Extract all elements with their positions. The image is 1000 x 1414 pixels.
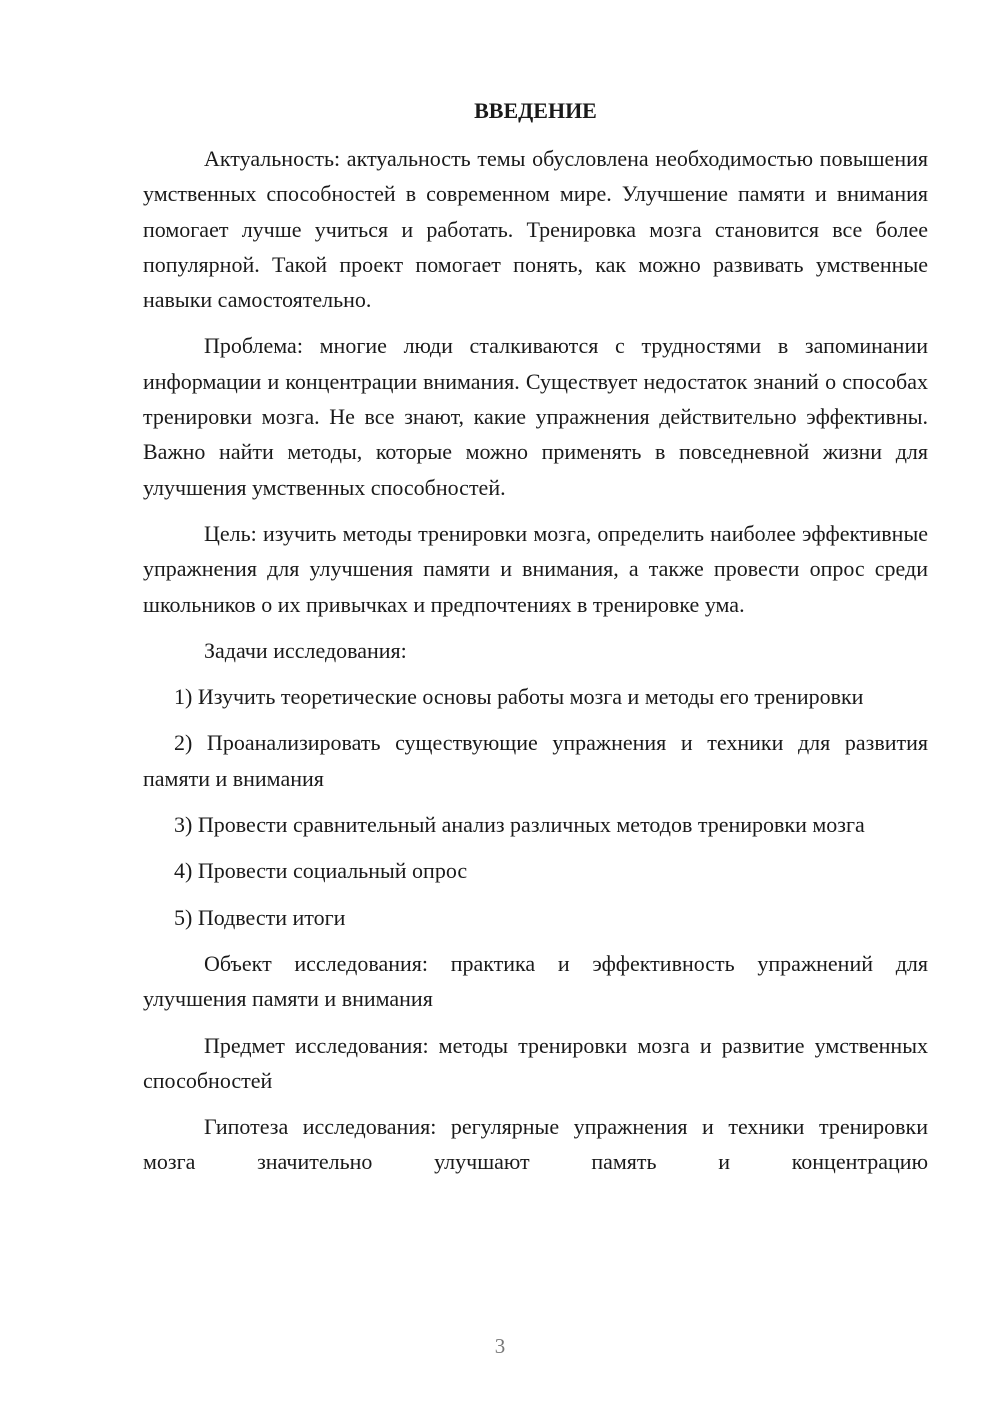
task-item-2: 2) Проанализировать существующие упражнения и техники для развития памяти и внимания — [143, 730, 928, 791]
paragraph-relevance: Актуальность: актуальность темы обусловлена необходимостью повышения умственных способностей в современном мире. Улучшение памяти и внимания помогает лучше учиться и работать. Тренировка мозга становится все более популярной. Такой проект помогает понять, как можно развивать умственные навыки самостоятельно. — [143, 146, 928, 313]
task-item-3: 3) Провести сравнительный анализ различных методов тренировки мозга — [174, 812, 865, 838]
paragraph-goal: Цель: изучить методы тренировки мозга, определить наиболее эффективные упражнения для улучшения памяти и внимания, а также провести опрос среди школьников о их привычках и предпочтениях в тренировке ума. — [143, 520, 928, 617]
task-item-5: 5) Подвести итоги — [174, 904, 346, 930]
page-title: ВВЕДЕНИЕ — [474, 98, 597, 123]
document-page — [143, 95, 928, 1191]
page-number: 3 — [494, 1334, 506, 1358]
paragraph-object: Объект исследования: практика и эффективность упражнений для улучшения памяти и внимания — [143, 950, 928, 1012]
paragraph-problem: Проблема: многие люди сталкиваются с трудностями в запоминании информации и концентрации внимания. Существует недостаток знаний о способах тренировки мозга. Не все знают, какие упражнения действительно эффективны. Важно найти методы, которые можно применять в повседневной жизни для улучшения умственных способностей. — [143, 333, 928, 500]
paragraph-hypothesis: Гипотеза исследования: регулярные упражнения и техники тренировки мозга значительно улучшают память и концентрацию — [143, 1114, 928, 1175]
tasks-heading: Задачи исследования: — [204, 637, 407, 663]
task-item-4: 4) Провести социальный опрос — [174, 858, 468, 884]
task-item-1: 1) Изучить теоретические основы работы мозга и методы его тренировки — [174, 684, 864, 710]
paragraph-subject: Предмет исследования: методы тренировки мозга и развитие умственных способностей — [143, 1032, 928, 1093]
